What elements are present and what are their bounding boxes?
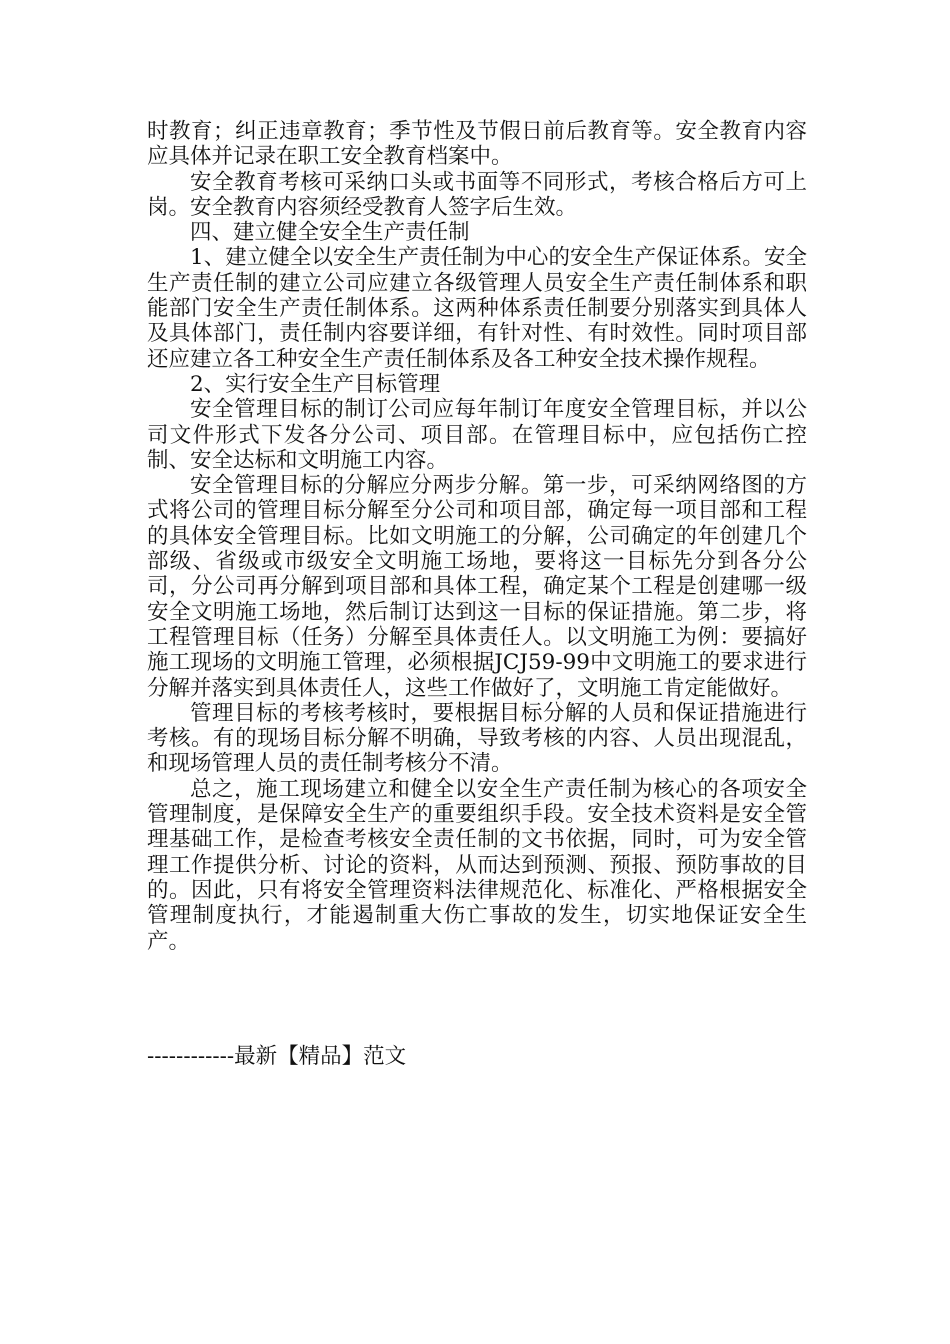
paragraph-continuation: 时教育；纠正违章教育；季节性及节假日前后教育等。安全教育内容应具体并记录在职工安全教育档案中。 — [147, 119, 807, 170]
section-heading: 四、建立健全安全生产责任制 — [190, 220, 470, 246]
paragraph-target-decomposition: 安全管理目标的分解应分两步分解。第一步，可采纳网络图的方式将公司的管理目标分解至分公司和项目部，确定每一项目部和工程的具体安全管理目标。比如文明施工的分解，公司确定的年创建几个部级、省级或市级安全文明施工场地，要将这一目标先分到各分公司，分公司再分解到项目部和具体工程，确定某个工程是创建哪一级安全文明施工场地，然后制订达到这一目标的保证措施。第二步，将工程管理目标（任务）分解至具体责任人。以文明施工为例：要搞好施工现场的文明施工管理，必须根据JCJ59-99中文明施工的要求进行分解并落实到具体责任人，这些工作做好了，文明施工肯定能做好。 — [147, 473, 807, 701]
subsection-heading: 2、实行安全生产目标管理 — [190, 371, 441, 397]
footer-tagline: ------------最新【精品】范文 — [147, 1044, 407, 1069]
paragraph-target-assessment: 管理目标的考核考核时，要根据目标分解的人员和保证措施进行考核。有的现场目标分解不明确，导致考核的内容、人员出现混乱，和现场管理人员的责任制考核分不清。 — [147, 700, 807, 777]
paragraph-conclusion: 总之，施工现场建立和健全以安全生产责任制为核心的各项安全管理制度，是保障安全生产的重要组织手段。安全技术资料是安全管理基础工作，是检查考核安全责任制的文书依据，同时，可为安全管理工作提供分析、讨论的资料，从而达到预测、预报、预防事故的目的。因此，只有将安全管理资料法律规范化、标准化、严格根据安全管理制度执行，才能遏制重大伤亡事故的发生，切实地保证安全生产。 — [147, 776, 807, 954]
document-body — [147, 119, 807, 954]
paragraph-responsibility-system: 1、建立健全以安全生产责任制为中心的安全生产保证体系。安全生产责任制的建立公司应建立各级管理人员安全生产责任制体系和职能部门安全生产责任制体系。这两种体系责任制要分别落实到具体人及具体部门，责任制内容要详细，有针对性、有时效性。同时项目部还应建立各工种安全生产责任制体系及各工种安全技术操作规程。 — [147, 245, 807, 372]
paragraph-target-setting: 安全管理目标的制订公司应每年制订年度安全管理目标，并以公司文件形式下发各分公司、项目部。在管理目标中，应包括伤亡控制、安全达标和文明施工内容。 — [147, 397, 807, 473]
paragraph-exam: 安全教育考核可采纳口头或书面等不同形式，考核合格后方可上岗。安全教育内容须经受教育人签字后生效。 — [147, 169, 807, 220]
